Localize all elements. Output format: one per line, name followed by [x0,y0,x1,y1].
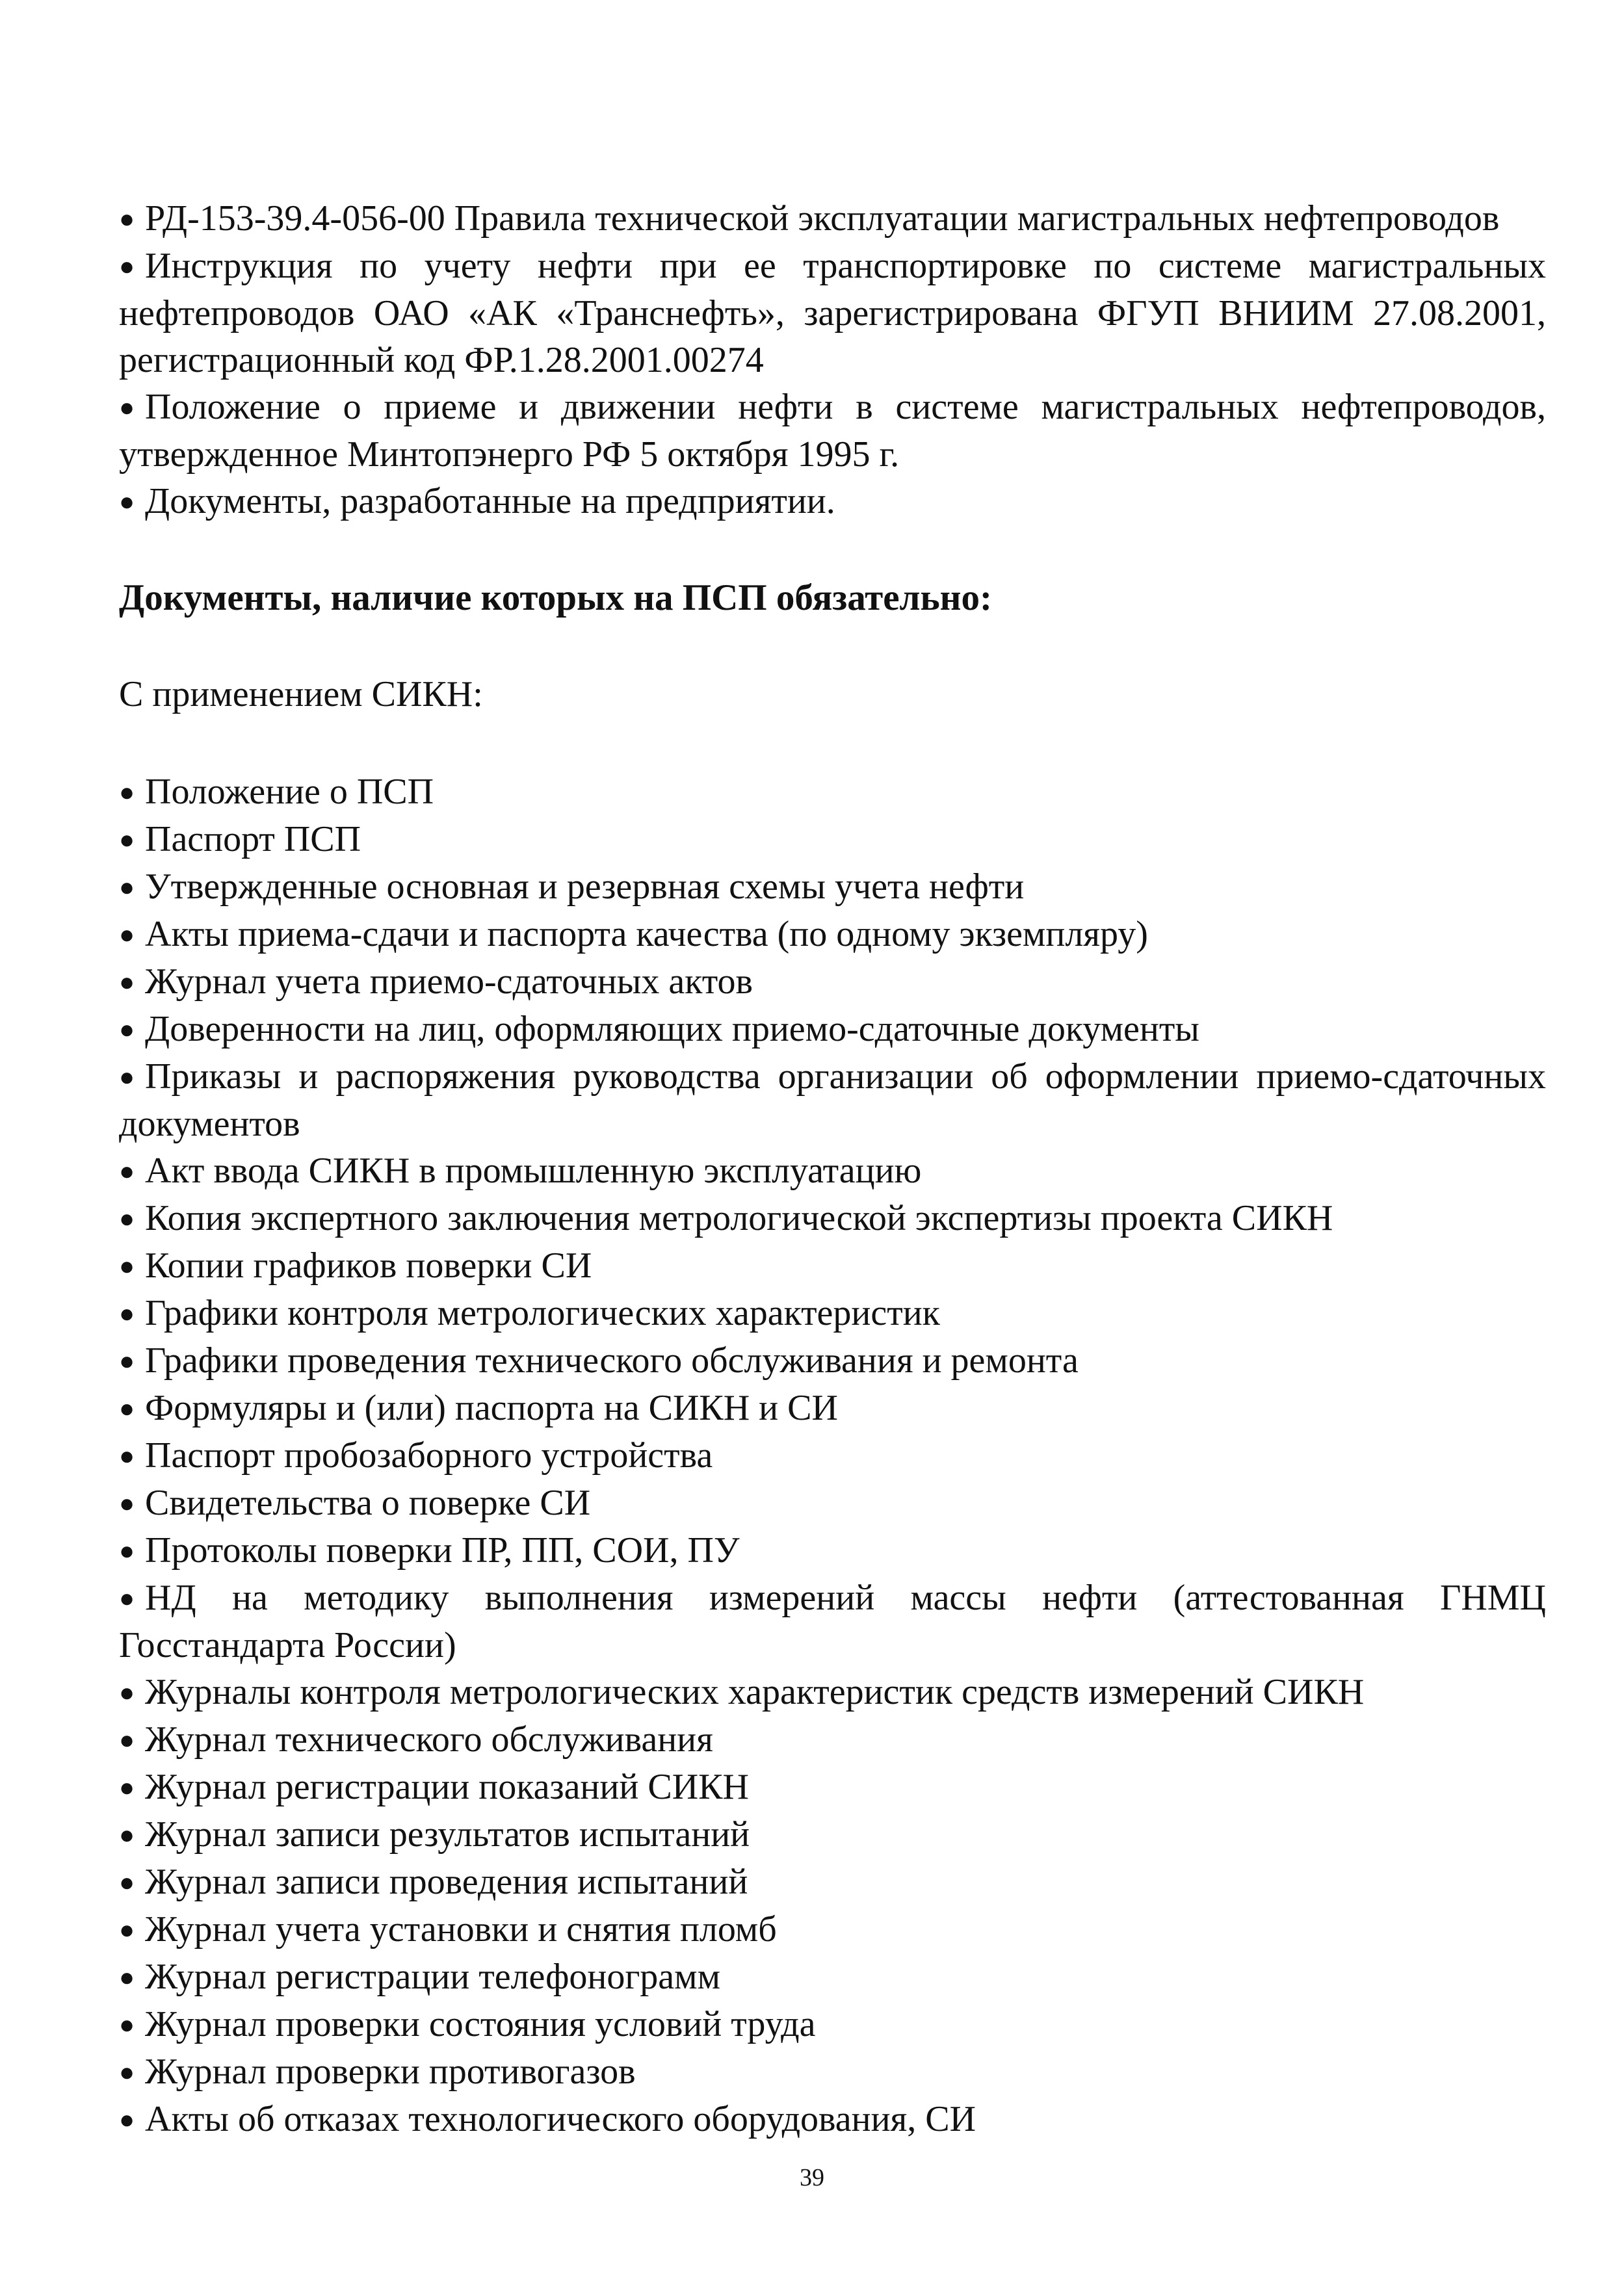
bullet-icon: ● [119,872,135,902]
list-item [119,1053,1546,1147]
list-item-text: Доверенности на лиц, оформляющих приемо-сдаточные документы [145,1009,1199,1049]
bullet-icon: ● [119,1725,135,1754]
list-item [119,1906,1546,1953]
bullet-icon: ● [119,1251,135,1281]
list-item-text: Положение о приеме и движении нефти в системе магистральных нефтепроводов, утвержденное Минтопэнерго РФ 5 октября 1995 г. [119,387,1546,475]
list-item [119,2001,1546,2048]
list-item [119,1195,1546,1242]
list-item [119,478,1546,525]
list-item [119,1811,1546,1858]
list-item-text: Утвержденные основная и резервная схемы учета нефти [145,867,1025,907]
page-number: 39 [800,2164,824,2191]
list-item [119,1669,1546,1716]
list-item-text: Графики проведения технического обслуживания и ремонта [145,1340,1079,1381]
bullet-icon: ● [119,1299,135,1328]
section-subheading: С применением СИКН: [119,674,483,714]
bullet-icon: ● [119,1489,135,1518]
list-item [119,1574,1546,1669]
list-item [119,242,1546,384]
required-documents-list [119,768,1546,2143]
bullet-icon: ● [119,1868,135,1897]
bullet-icon: ● [119,920,135,949]
bullet-icon: ● [119,2105,135,2134]
list-item-text: Акты приема-сдачи и паспорта качества (по одному экземпляру) [145,914,1148,954]
bullet-icon: ● [119,204,135,233]
bullet-icon: ● [119,1962,135,1992]
bullet-icon: ● [119,825,135,854]
list-item-text: Журнал проверки состояния условий труда [145,2004,816,2044]
list-item-text: Журнал учета приемо-сдаточных актов [145,961,753,1002]
list-item [119,1764,1546,1811]
list-item-text: Акты об отказах технологического оборудования, СИ [145,2099,976,2139]
list-item [119,1147,1546,1195]
bullet-icon: ● [119,1773,135,1802]
list-item [119,1479,1546,1527]
bullet-icon: ● [119,2010,135,2039]
list-item-text: Протоколы поверки ПР, ПП, СОИ, ПУ [145,1530,740,1571]
list-item-text: Копии графиков поверки СИ [145,1245,592,1286]
list-item [119,2048,1546,2096]
list-item [119,195,1546,242]
list-item [119,1290,1546,1337]
list-item [119,1337,1546,1385]
bullet-icon: ● [119,1394,135,1423]
list-item-text: Паспорт пробозаборного устройства [145,1435,713,1476]
list-item-text: Приказы и распоряжения руководства организации об оформлении приемо-сдаточных документов [119,1056,1546,1144]
bullet-icon: ● [119,487,135,516]
list-item-text: Копия экспертного заключения метрологической экспертизы проекта СИКН [145,1198,1333,1238]
bullet-icon: ● [119,1346,135,1375]
list-item [119,1716,1546,1764]
bullet-icon: ● [119,967,135,997]
list-item [119,384,1546,478]
bullet-icon: ● [119,2057,135,2087]
list-item-text: Графики контроля метрологических характеристик [145,1293,940,1333]
bullet-icon: ● [119,1820,135,1849]
list-item [119,768,1546,816]
list-item-text: Положение о ПСП [145,772,434,812]
list-item-text: Журнал учета установки и снятия пломб [145,1909,777,1949]
list-item-text: Документы, разработанные на предприятии. [145,481,835,521]
section-heading: Документы, наличие которых на ПСП обязательно: [119,577,992,618]
bullet-icon: ● [119,1156,135,1186]
regulation-list [119,195,1546,525]
list-item [119,863,1546,911]
list-item-text: НД на методику выполнения измерений массы нефти (аттестованная ГНМЦ Госстандарта России) [119,1578,1546,1665]
bullet-icon: ● [119,1204,135,1233]
list-item-text: Журнал проверки противогазов [145,2052,636,2092]
bullet-icon: ● [119,252,135,281]
list-item [119,1385,1546,1432]
list-item [119,1858,1546,1906]
list-item [119,911,1546,958]
bullet-icon: ● [119,777,135,807]
list-item-text: Журнал технического обслуживания [145,1719,713,1760]
list-item [119,1953,1546,2001]
bullet-icon: ● [119,1584,135,1613]
list-item-text: Паспорт ПСП [145,819,361,859]
list-item [119,1006,1546,1053]
bullet-icon: ● [119,1015,135,1044]
list-item-text: Журнал записи проведения испытаний [145,1862,748,1902]
list-item [119,1432,1546,1479]
list-item-text: Свидетельства о поверке СИ [145,1483,591,1523]
list-item-text: РД-153-39.4-056-00 Правила технической эксплуатации магистральных нефтепроводов [145,198,1500,239]
bullet-icon: ● [119,393,135,422]
page-content [119,195,1546,2143]
bullet-icon: ● [119,1441,135,1470]
list-item [119,958,1546,1006]
bullet-icon: ● [119,1536,135,1565]
list-item-text: Журналы контроля метрологических характеристик средств измерений СИКН [145,1672,1365,1712]
list-item [119,2096,1546,2143]
list-item-text: Формуляры и (или) паспорта на СИКН и СИ [145,1388,838,1428]
list-item-text: Журнал регистрации телефонограмм [145,1957,721,1997]
list-item [119,1242,1546,1290]
list-item-text: Инструкция по учету нефти при ее транспортировке по системе магистральных нефтепроводов ОАО «АК «Транснефть», зарегистрирована ФГУП ВНИИМ 27.08.2001, регистрационный код ФР.1.28.2001.00274 [119,246,1546,380]
list-item-text: Акт ввода СИКН в промышленную эксплуатацию [145,1151,922,1191]
bullet-icon: ● [119,1915,135,1944]
bullet-icon: ● [119,1062,135,1091]
list-item-text: Журнал записи результатов испытаний [145,1814,750,1855]
list-item [119,1527,1546,1574]
list-item-text: Журнал регистрации показаний СИКН [145,1767,749,1807]
bullet-icon: ● [119,1678,135,1707]
list-item [119,816,1546,863]
